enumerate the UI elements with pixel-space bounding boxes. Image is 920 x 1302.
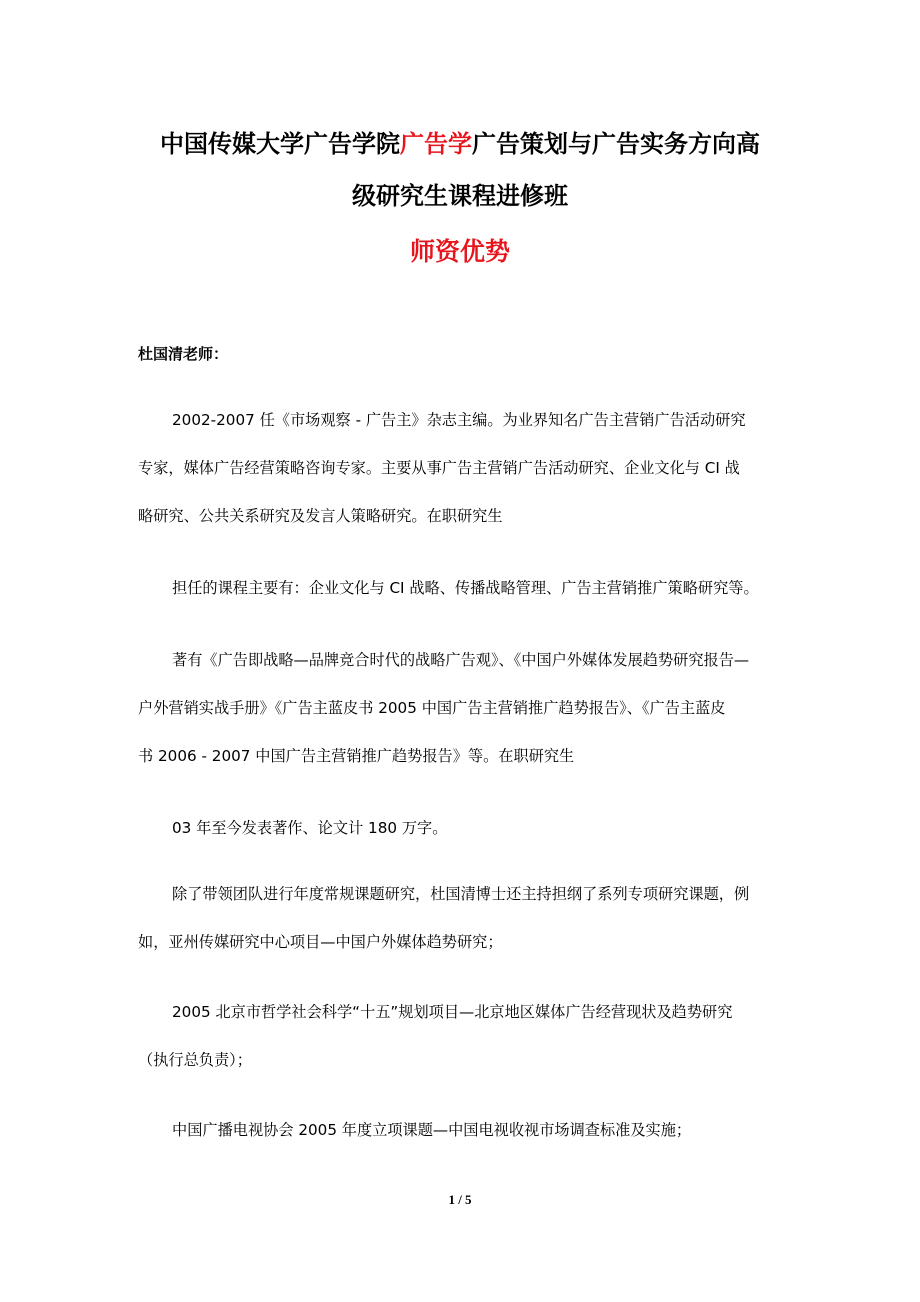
title-highlight: 广告学 (400, 130, 472, 158)
paragraph-3 (138, 636, 786, 780)
paragraph-line: 专家，媒体广告经营策略咨询专家。主要从事广告主营销广告活动研究、企业文化与 CI 战 (138, 459, 740, 477)
teacher-name: 杜国清老师： (138, 345, 229, 363)
paragraph-line: 著有《广告即战略—品牌竞合时代的战略广告观》、《中国户外媒体发展趋势研究报告— (172, 651, 750, 669)
section-subtitle: 师资优势 (409, 237, 510, 266)
title-line-2: 级研究生课程进修班 (352, 182, 568, 210)
paragraph-1 (138, 396, 786, 540)
paragraph-line: （执行总负责）； (138, 1051, 252, 1069)
paragraph-2 (138, 564, 786, 612)
paragraph-line: 担任的课程主要有：企业文化与 CI 战略、传播战略管理、广告主营销推广策略研究等。 (172, 579, 759, 597)
paragraph-line: 除了带领团队进行年度常规课题研究，杜国清博士还主持担纲了系列专项研究课题，例 (172, 885, 750, 903)
paragraph-line: 户外营销实战手册》《广告主蓝皮书 2005 中国广告主营销推广趋势报告》、《广告主蓝皮 (138, 699, 726, 717)
document-title (120, 118, 800, 282)
paragraph-7 (138, 1106, 786, 1154)
paragraph-line: 2005 北京市哲学社会科学“十五”规划项目—北京地区媒体广告经营现状及趋势研究 (172, 1003, 733, 1021)
paragraph-line: 略研究、公共关系研究及发言人策略研究。在职研究生 (138, 507, 503, 525)
page-number: 1 / 5 (448, 1192, 472, 1207)
paragraph-line: 中国广播电视协会 2005 年度立项课题—中国电视收视市场调查标准及实施； (172, 1121, 692, 1139)
title-part-2: 广告策划与广告实务方向高 (472, 130, 760, 158)
paragraph-5 (138, 870, 786, 966)
title-part-1: 中国传媒大学广告学院 (160, 130, 400, 158)
paragraph-line: 2002-2007 任《市场观察 - 广告主》杂志主编。为业界知名广告主营销广告活动研究 (172, 411, 746, 429)
paragraph-line: 03 年至今发表著作、论文计 180 万字。 (172, 819, 448, 837)
paragraph-line: 书 2006 - 2007 中国广告主营销推广趋势报告》等。在职研究生 (138, 747, 575, 765)
title-line-1 (120, 118, 800, 170)
paragraph-4 (138, 804, 786, 852)
paragraph-line: 如，亚州传媒研究中心项目—中国户外媒体趋势研究； (138, 933, 503, 951)
paragraph-6 (138, 988, 786, 1084)
